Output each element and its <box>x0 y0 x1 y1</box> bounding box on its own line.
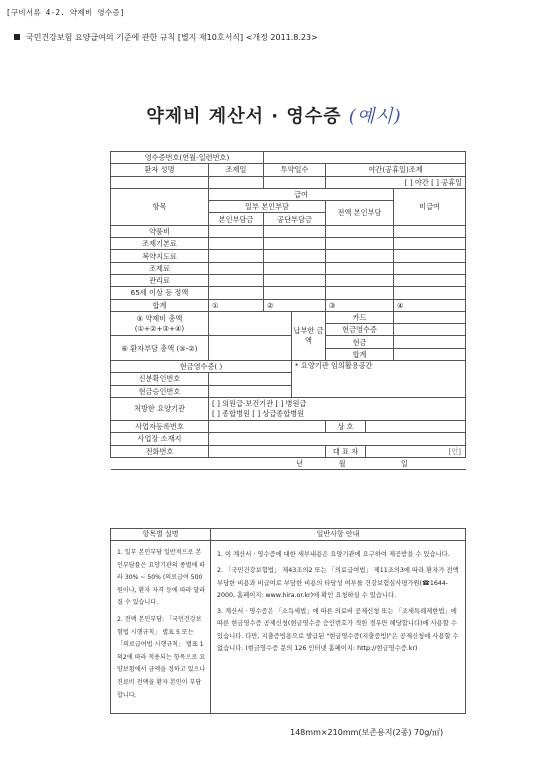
phone-label: 전화번호 <box>111 445 209 457</box>
total-circle-3[interactable]: ③ <box>326 299 394 311</box>
id-no-field[interactable] <box>209 373 292 385</box>
covered-header: 급여 <box>209 188 394 200</box>
id-no-label: 신분확인번호 <box>111 373 209 385</box>
cash-label: 현금 <box>326 336 394 348</box>
paper-spec-footer: 148mm×210mm(보존용지(2종) 70g/㎡) <box>290 728 444 737</box>
day-label: 일 <box>400 458 408 468</box>
sum-label: 합계 <box>326 348 394 360</box>
approval-no-label: 현금승인번호 <box>111 385 209 397</box>
table-row <box>111 238 466 250</box>
prescriber-options-line2: [ ] 종합병원 [ ] 상급종합병원 <box>212 408 305 418</box>
row-label: 65세 이상 등 정액 <box>111 287 209 299</box>
title-main: 약제비 계산서 · 영수증 <box>146 106 342 127</box>
subheading-text: 국민건강보험 요양급여의 기준에 관한 규칙 [별지 제10호서식] <개정 2011.8.23> <box>26 33 318 42</box>
total-label: 합계 <box>111 299 209 311</box>
receipt-no-label: 영수증번호(연월-일련번호) <box>111 152 264 164</box>
left-note: 1. 일부 본인부담 일반적으로 본인부담률은 요양기관의 종별에 따라 30% ~ 50% (의료급여 500원이나, 환자 자격 등에 따라 달라질 수 있습니다. <box>117 549 206 607</box>
seal-field[interactable]: [인] <box>366 445 466 457</box>
month-label: 월 <box>338 458 346 468</box>
cash-field[interactable] <box>394 336 466 348</box>
total-circle-4[interactable]: ④ <box>394 299 466 311</box>
night-fee-options[interactable]: [ ] 야간 [ ] 공휴일 <box>326 176 466 188</box>
row-label: 약품비 <box>111 225 209 237</box>
right-note: 3. 계산서 · 영수증은 「소득세법」에 따른 의료비 공제신청 또는 「조세특례제한법」에 따른 현금영수증 공제신청(현금영수증 승인번호가 적힌 경우만 해당합니다)에 사용할 수 있습니다. 다만, 지출증빙용으로 발급된 "현금영수증(지출증빙)"은 공제신청에 사용할 수 없습니다. (현금영수증 문의 126 인터넷 홈페이지: http://현금영수증.kr) <box>217 608 459 653</box>
card-label: 카드 <box>326 311 394 323</box>
total-circle-2[interactable]: ② <box>264 299 326 311</box>
table-row <box>111 287 466 299</box>
guide-right-header: 일반사항 안내 <box>211 529 466 541</box>
row-label: 관리료 <box>111 274 209 286</box>
full-self-pay-header: 전액 본인부담 <box>326 201 394 226</box>
receipt-no-field[interactable] <box>264 152 466 164</box>
trade-name-field[interactable] <box>366 420 466 432</box>
card-field[interactable] <box>394 311 466 323</box>
ceo-label: 대 표 자 <box>326 445 366 457</box>
cash-receipt-row-label: 현금영수증( ) <box>111 361 292 373</box>
page-title <box>0 102 548 128</box>
year-label: 년 <box>296 458 304 468</box>
total-circle-1[interactable]: ① <box>209 299 264 311</box>
phone-field[interactable] <box>209 445 326 457</box>
table-row <box>111 225 466 237</box>
non-covered-header: 비급여 <box>394 188 466 225</box>
guide-right-notes <box>211 541 466 714</box>
guide-left-header: 항목별 설명 <box>111 529 211 541</box>
row-label: 복약지도료 <box>111 250 209 262</box>
night-fee-label: 야간(공휴일)조제 <box>326 164 466 176</box>
address-field[interactable] <box>209 433 466 445</box>
table-row <box>111 262 466 274</box>
free-space: * 요양기관 임의활용공간 <box>292 361 466 398</box>
patient-total-field[interactable] <box>209 336 292 361</box>
dispense-date-label: 조제일 <box>209 164 264 176</box>
row-label: 조제기본료 <box>111 238 209 250</box>
patient-total-label: ⑥ 환자부담 총액 (⑤-②) <box>111 336 209 361</box>
prescriber-options[interactable] <box>209 397 466 420</box>
patient-name-label: 환자 성명 <box>111 164 209 176</box>
title-example: (예시) <box>348 106 402 127</box>
insurer-pay-header: 공단부담금 <box>264 213 326 225</box>
left-note: 2. 전액 본인부담: 「국민건강보험법 시행규칙」 별표 5 또는 「의료급여법 시행규칙」 별표 1의2에 따라 적용되는 항목으로 요양보험에서 금액을 정하고 있으나 진료비 전액을 환자 본인이 부담합니다. <box>117 615 206 699</box>
dispense-date-field[interactable] <box>209 176 264 188</box>
self-pay-header: 본인부담금 <box>209 213 264 225</box>
biz-no-label: 사업자등록번호 <box>111 420 209 432</box>
dosing-days-label: 투약일수 <box>264 164 326 176</box>
right-note: 2. 「국민건강보험법」 제43조의2 또는 「의료급여법」 제11조의3에 따라 환자가 전액 부담한 비용과 비급여로 부담한 비용의 타당성 여부를 건강보험심사평가원(☎1644-2000, 홈페이지: www.hira.or.kr)에 확인 요청하실 수 있습니다. <box>217 567 459 599</box>
right-note: 1. 이 계산서 · 영수증에 대한 세부내용은 요양기관에 요구하여 제공받을 수 있습니다. <box>217 551 450 558</box>
cash-receipt-field[interactable] <box>394 324 466 336</box>
prescriber-label: 처방한 요양기관 <box>111 397 209 420</box>
sum-field[interactable] <box>394 348 466 360</box>
biz-no-field[interactable] <box>209 420 326 432</box>
subheading <box>14 32 318 43</box>
cash-receipt-label: 현금영수증 <box>326 324 394 336</box>
prescriber-options-line1: [ ] 의원급·보건기관 [ ] 병원급 <box>212 398 307 408</box>
item-header: 항목 <box>111 188 209 225</box>
receipt-form-table <box>110 151 466 470</box>
guide-table <box>110 528 466 714</box>
patient-name-field[interactable] <box>111 176 209 188</box>
paid-amount-label: 납부한 금액 <box>292 311 326 360</box>
address-label: 사업장 소재지 <box>111 433 209 445</box>
drug-total-label: ⑤ 약제비 총액 (①+②+③+④) <box>111 311 209 336</box>
row-label: 조제료 <box>111 262 209 274</box>
trade-name-label: 상 호 <box>326 420 366 432</box>
drug-total-field[interactable] <box>209 311 292 336</box>
partial-self-pay-header: 일부 본인부담 <box>209 201 326 213</box>
dosing-days-field[interactable] <box>264 176 326 188</box>
approval-no-field[interactable] <box>209 385 292 397</box>
square-bullet-icon <box>14 34 20 40</box>
document-header-note: [구비서류 4-2. 약제비 영수증] <box>6 8 125 17</box>
table-row <box>111 250 466 262</box>
date-row[interactable] <box>111 457 466 469</box>
guide-left-notes <box>111 541 211 714</box>
table-row <box>111 274 466 286</box>
